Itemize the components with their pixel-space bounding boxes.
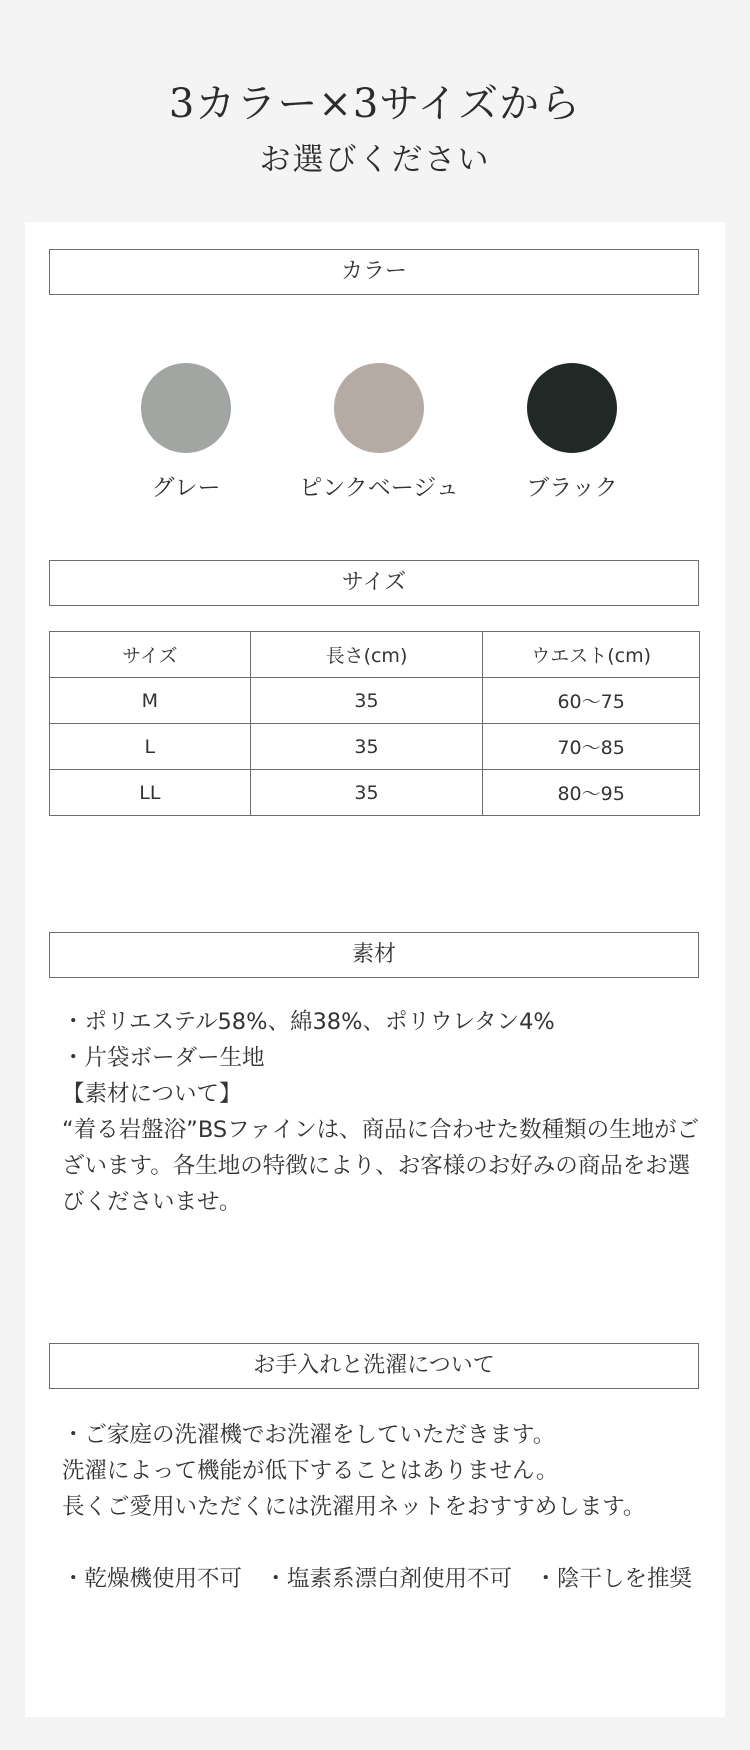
table-cell: M xyxy=(50,678,251,724)
color-option-black[interactable] xyxy=(482,363,662,503)
table-row xyxy=(50,678,700,724)
content-card xyxy=(25,222,725,1717)
color-swatch-black[interactable] xyxy=(527,363,617,453)
table-row xyxy=(50,724,700,770)
care-line: 洗濯によって機能が低下することはありません。 xyxy=(62,1458,559,1484)
color-label-gray: グレー xyxy=(151,475,221,501)
care-section-header: お手入れと洗濯について xyxy=(49,1343,699,1389)
color-section-header: カラー xyxy=(49,249,699,295)
material-section-header: 素材 xyxy=(49,932,699,978)
table-cell: 35 xyxy=(250,678,483,724)
color-option-pink-beige[interactable] xyxy=(289,363,469,503)
column-header-size: サイズ xyxy=(50,632,251,678)
material-description xyxy=(62,1004,702,1220)
care-line: ・ご家庭の洗濯機でお洗濯をしていただきます。 xyxy=(62,1422,556,1448)
column-header-waist: ウエスト(cm) xyxy=(483,632,700,678)
table-row xyxy=(50,770,700,816)
care-description xyxy=(62,1417,702,1597)
material-line: ・ポリエステル58%、綿38%、ポリウレタン4% xyxy=(62,1009,555,1035)
title-line-1: 3カラー×3サイズから xyxy=(168,81,582,127)
color-option-gray[interactable] xyxy=(96,363,276,503)
table-cell: L xyxy=(50,724,251,770)
color-swatch-gray[interactable] xyxy=(141,363,231,453)
title-line-2: お選びください xyxy=(259,142,491,178)
care-line: 長くご愛用いただくには洗濯用ネットをおすすめします。 xyxy=(62,1494,646,1520)
table-cell: LL xyxy=(50,770,251,816)
column-header-length: 長さ(cm) xyxy=(250,632,483,678)
table-cell: 35 xyxy=(250,724,483,770)
size-section-header: サイズ xyxy=(49,560,699,606)
care-notes: ・乾燥機使用不可 ・塩素系漂白剤使用不可 ・陰干しを推奨 xyxy=(62,1566,693,1592)
table-cell: 70〜85 xyxy=(483,724,700,770)
material-line: 【素材について】 xyxy=(62,1081,242,1107)
color-label-pink-beige: ピンクベージュ xyxy=(299,475,459,501)
material-line: ・片袋ボーダー生地 xyxy=(62,1045,265,1071)
color-swatch-pink-beige[interactable] xyxy=(334,363,424,453)
page-title xyxy=(0,0,750,222)
color-label-black: ブラック xyxy=(526,475,618,501)
table-cell: 35 xyxy=(250,770,483,816)
material-paragraph: “着る岩盤浴”BSファインは、商品に合わせた数種類の生地がございます。各生地の特徴により、お客様のお好みの商品をお選びくださいませ。 xyxy=(62,1117,700,1215)
size-table xyxy=(49,631,700,816)
table-cell: 80〜95 xyxy=(483,770,700,816)
table-header-row xyxy=(50,632,700,678)
table-cell: 60〜75 xyxy=(483,678,700,724)
